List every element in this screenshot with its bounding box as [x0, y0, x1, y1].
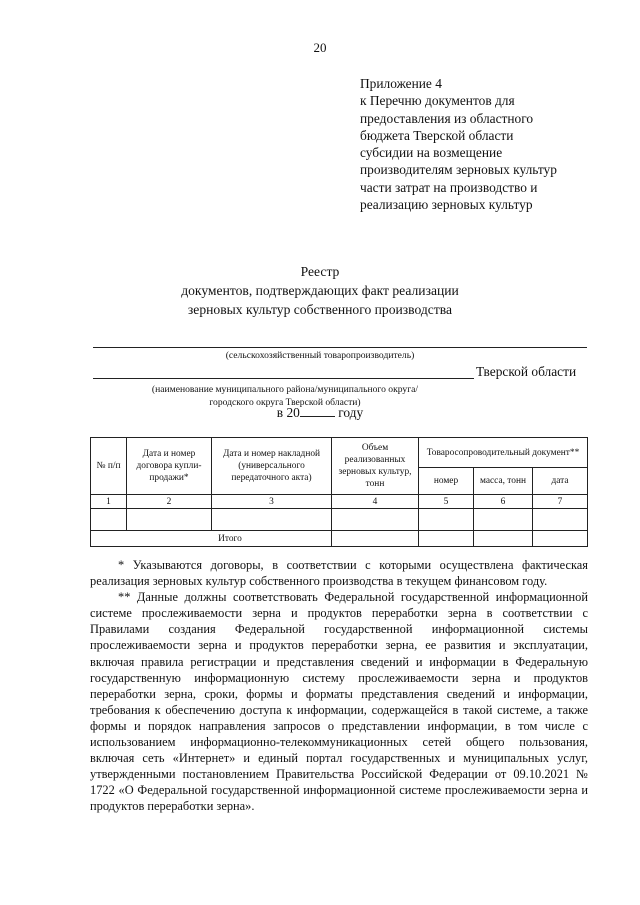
title-line-2: документов, подтверждающих факт реализации	[181, 283, 459, 298]
column-number-cell: 3	[212, 495, 332, 509]
year-blank[interactable]	[300, 405, 335, 417]
municipality-caption-line-2: городского округа Тверской области)	[209, 397, 361, 408]
year-suffix: году	[338, 405, 364, 420]
empty-cell[interactable]	[533, 509, 588, 531]
column-number-cell: 5	[419, 495, 474, 509]
table-row	[91, 509, 588, 531]
appendix-line: к Перечню документов для	[360, 93, 515, 109]
header-volume: Объем реализованных зерновых культур, тонн	[332, 438, 419, 495]
total-label: Итого	[91, 531, 332, 547]
column-number-cell: 4	[332, 495, 419, 509]
total-row	[91, 531, 588, 547]
page-number: 20	[313, 40, 327, 55]
empty-cell[interactable]	[533, 531, 588, 547]
empty-cell[interactable]	[419, 509, 474, 531]
header-doc-mass: масса, тонн	[474, 468, 533, 495]
empty-cell[interactable]	[474, 509, 533, 531]
header-doc-number: номер	[419, 468, 474, 495]
empty-cell[interactable]	[127, 509, 212, 531]
year-row	[0, 405, 640, 421]
appendix-header	[360, 75, 625, 213]
registry-table	[90, 437, 588, 547]
footnote-contracts: * Указываются договоры, в соответствии с которыми осуществлена фактическая реализация зерновых культур собственного производства в текущем финансовом году.	[90, 558, 588, 589]
appendix-line: Приложение 4	[360, 76, 442, 91]
header-number: № п/п	[91, 438, 127, 495]
total-mass-cell[interactable]	[474, 531, 533, 547]
appendix-line: бюджета Тверской области	[360, 127, 514, 143]
municipality-caption-line-1: (наименование муниципального района/муниципального округа/	[151, 384, 419, 395]
appendix-line: субсидии на возмещение	[360, 145, 503, 161]
column-number-cell: 2	[127, 495, 212, 509]
column-number-cell: 7	[533, 495, 588, 509]
header-doc-date: дата	[533, 468, 588, 495]
header-contract: Дата и номер договора купли-продажи*	[127, 438, 212, 495]
column-number-cell: 6	[474, 495, 533, 509]
title-line-1: Реестр	[300, 264, 340, 279]
empty-cell[interactable]	[332, 509, 419, 531]
column-number-cell: 1	[91, 495, 127, 509]
appendix-line: реализацию зерновых культур	[360, 197, 533, 213]
header-shipping-document: Товаросопроводительный документ**	[419, 438, 588, 468]
appendix-line: части затрат на производство и	[360, 179, 538, 195]
appendix-line: предоставления из областного	[360, 110, 534, 126]
footnotes	[90, 557, 588, 815]
document-title	[0, 262, 640, 319]
region-suffix: Тверской области	[476, 364, 577, 379]
total-volume-cell[interactable]	[332, 531, 419, 547]
empty-cell[interactable]	[91, 509, 127, 531]
header-invoice: Дата и номер накладной (универсального передаточного акта)	[212, 438, 332, 495]
municipality-fill-line[interactable]	[93, 378, 474, 379]
producer-fill-line[interactable]	[93, 347, 587, 348]
empty-cell[interactable]	[419, 531, 474, 547]
footnote-traceability: ** Данные должны соответствовать Федеральной государственной информационной системе прослеживаемости зерна и продуктов переработки зерна в соответствии с Правилами создания Федеральной государственной информационной системы прослеживаемости зерна и продуктов переработки зерна, ее развития и эксплуатации, включая правила регистрации и представления сведений и информации в Федеральную государственную информационную систему прослеживаемости зерна и продуктов переработки зерна, сроки, формы и форматы представления сведений и информации, требования к обеспечению доступа к информации, содержащейся в такой системе, а также формы и порядок направления запросов о представлении информации, в том числе с использованием информационно-телекоммуникационных сетей общего пользования, включая сеть «Интернет» и единый портал государственных и муниципальных услуг, утвержденными постановлением Правительства Российской Федерации от 09.10.2021 № 1722 «О Федеральной государственной информационной системе прослеживаемости зерна и продуктов переработки зерна».	[90, 590, 588, 814]
producer-caption: (сельскохозяйственный товаропроизводитель)	[225, 350, 415, 361]
year-prefix: в 20	[276, 405, 300, 420]
empty-cell[interactable]	[212, 509, 332, 531]
appendix-line: производителям зерновых культур	[360, 162, 557, 178]
title-line-3: зерновых культур собственного производства	[187, 302, 453, 317]
